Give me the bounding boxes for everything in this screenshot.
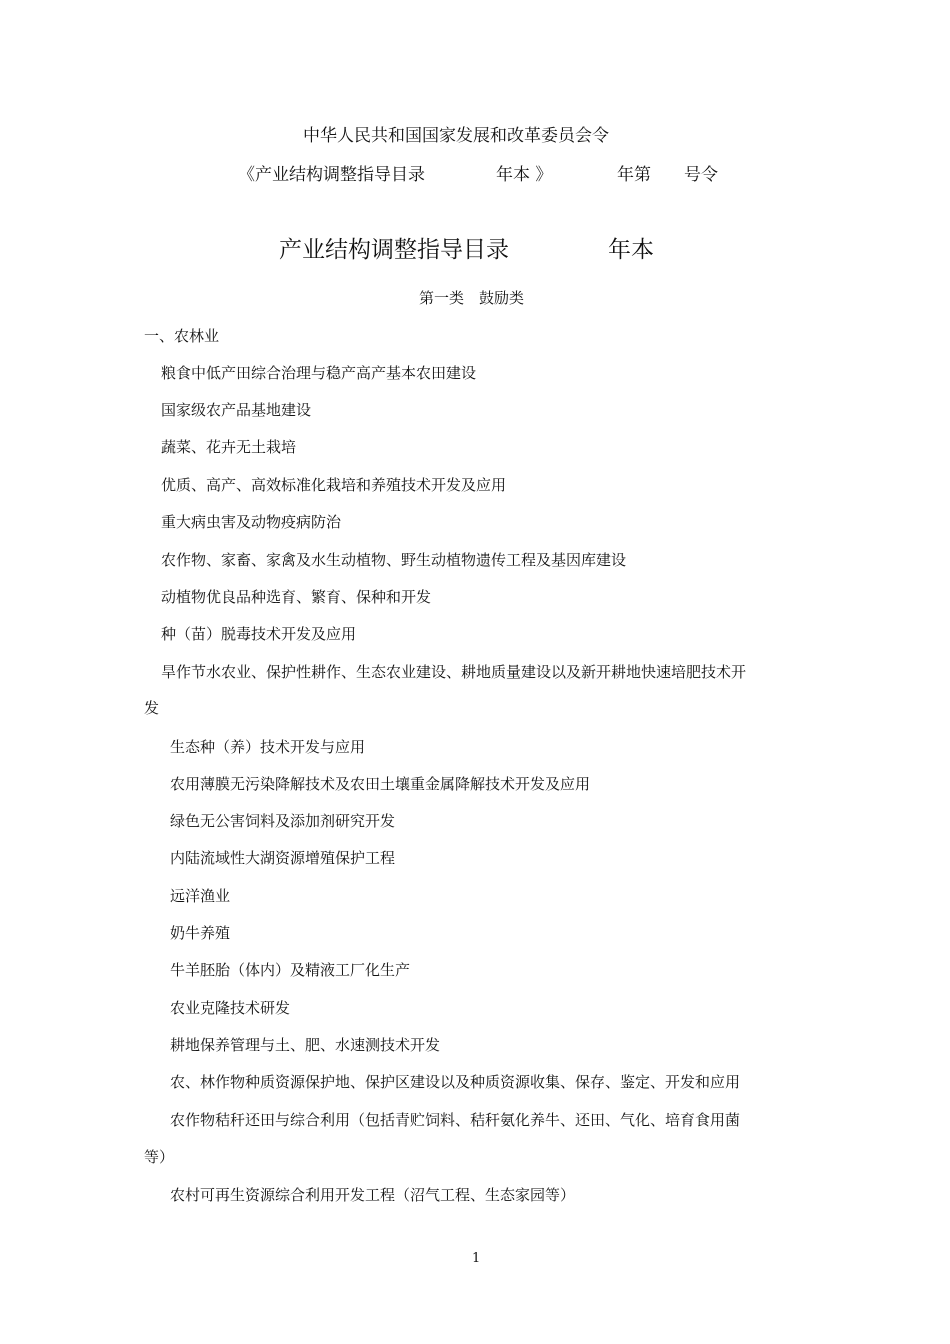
list-item: 绿色无公害饲料及添加剂研究开发 [170, 812, 396, 830]
list-item: 牛羊胚胎（体内）及精液工厂化生产 [170, 961, 411, 979]
list-item: 奶牛养殖 [170, 924, 231, 942]
list-item: 远洋渔业 [170, 887, 231, 905]
list-item: 农业克隆技术研发 [170, 999, 291, 1017]
list-item: 农用薄膜无污染降解技术及农田土壤重金属降解技术开发及应用 [170, 775, 591, 793]
list-item: 农作物秸秆还田与综合利用（包括青贮饲料、秸秆氨化养牛、还田、气化、培育食用菌 [170, 1111, 741, 1129]
catalog-reference: 《产业结构调整指导目录 [238, 165, 425, 185]
list-item: 内陆流域性大湖资源增殖保护工程 [170, 849, 396, 867]
list-item: 农村可再生资源综合利用开发工程（沼气工程、生态家园等） [170, 1186, 576, 1204]
decree-year-label: 年第 [617, 165, 651, 185]
list-item: 耕地保养管理与土、肥、水速测技术开发 [170, 1036, 441, 1054]
list-item: 生态种（养）技术开发与应用 [170, 738, 366, 756]
category-heading: 第一类 鼓励类 [419, 289, 525, 307]
decree-title: 中华人民共和国国家发展和改革委员会令 [303, 126, 609, 146]
list-item: 动植物优良品种选育、繁育、保种和开发 [161, 588, 432, 606]
page-number: 1 [472, 1251, 481, 1266]
list-item-continuation: 等） [144, 1148, 175, 1166]
section-heading: 一、农林业 [144, 327, 220, 345]
document-title-year: 年本 [608, 237, 654, 263]
list-item: 国家级农产品基地建设 [161, 401, 312, 419]
list-item: 农作物、家畜、家禽及水生动植物、野生动植物遗传工程及基因库建设 [161, 551, 627, 569]
document-title: 产业结构调整指导目录 [279, 237, 509, 263]
list-item: 蔬菜、花卉无土栽培 [161, 438, 297, 456]
list-item: 粮食中低产田综合治理与稳产高产基本农田建设 [161, 364, 477, 382]
list-item: 旱作节水农业、保护性耕作、生态农业建设、耕地质量建设以及新开耕地快速培肥技术开 [161, 663, 747, 681]
list-item: 种（苗）脱毒技术开发及应用 [161, 625, 357, 643]
list-item: 优质、高产、高效标准化栽培和养殖技术开发及应用 [161, 476, 507, 494]
list-item-continuation: 发 [144, 699, 160, 717]
decree-number-label: 号令 [684, 165, 718, 185]
list-item: 重大病虫害及动物疫病防治 [161, 513, 342, 531]
list-item: 农、林作物种质资源保护地、保护区建设以及种质资源收集、保存、鉴定、开发和应用 [170, 1073, 741, 1091]
catalog-year-label: 年本 》 [496, 165, 553, 185]
